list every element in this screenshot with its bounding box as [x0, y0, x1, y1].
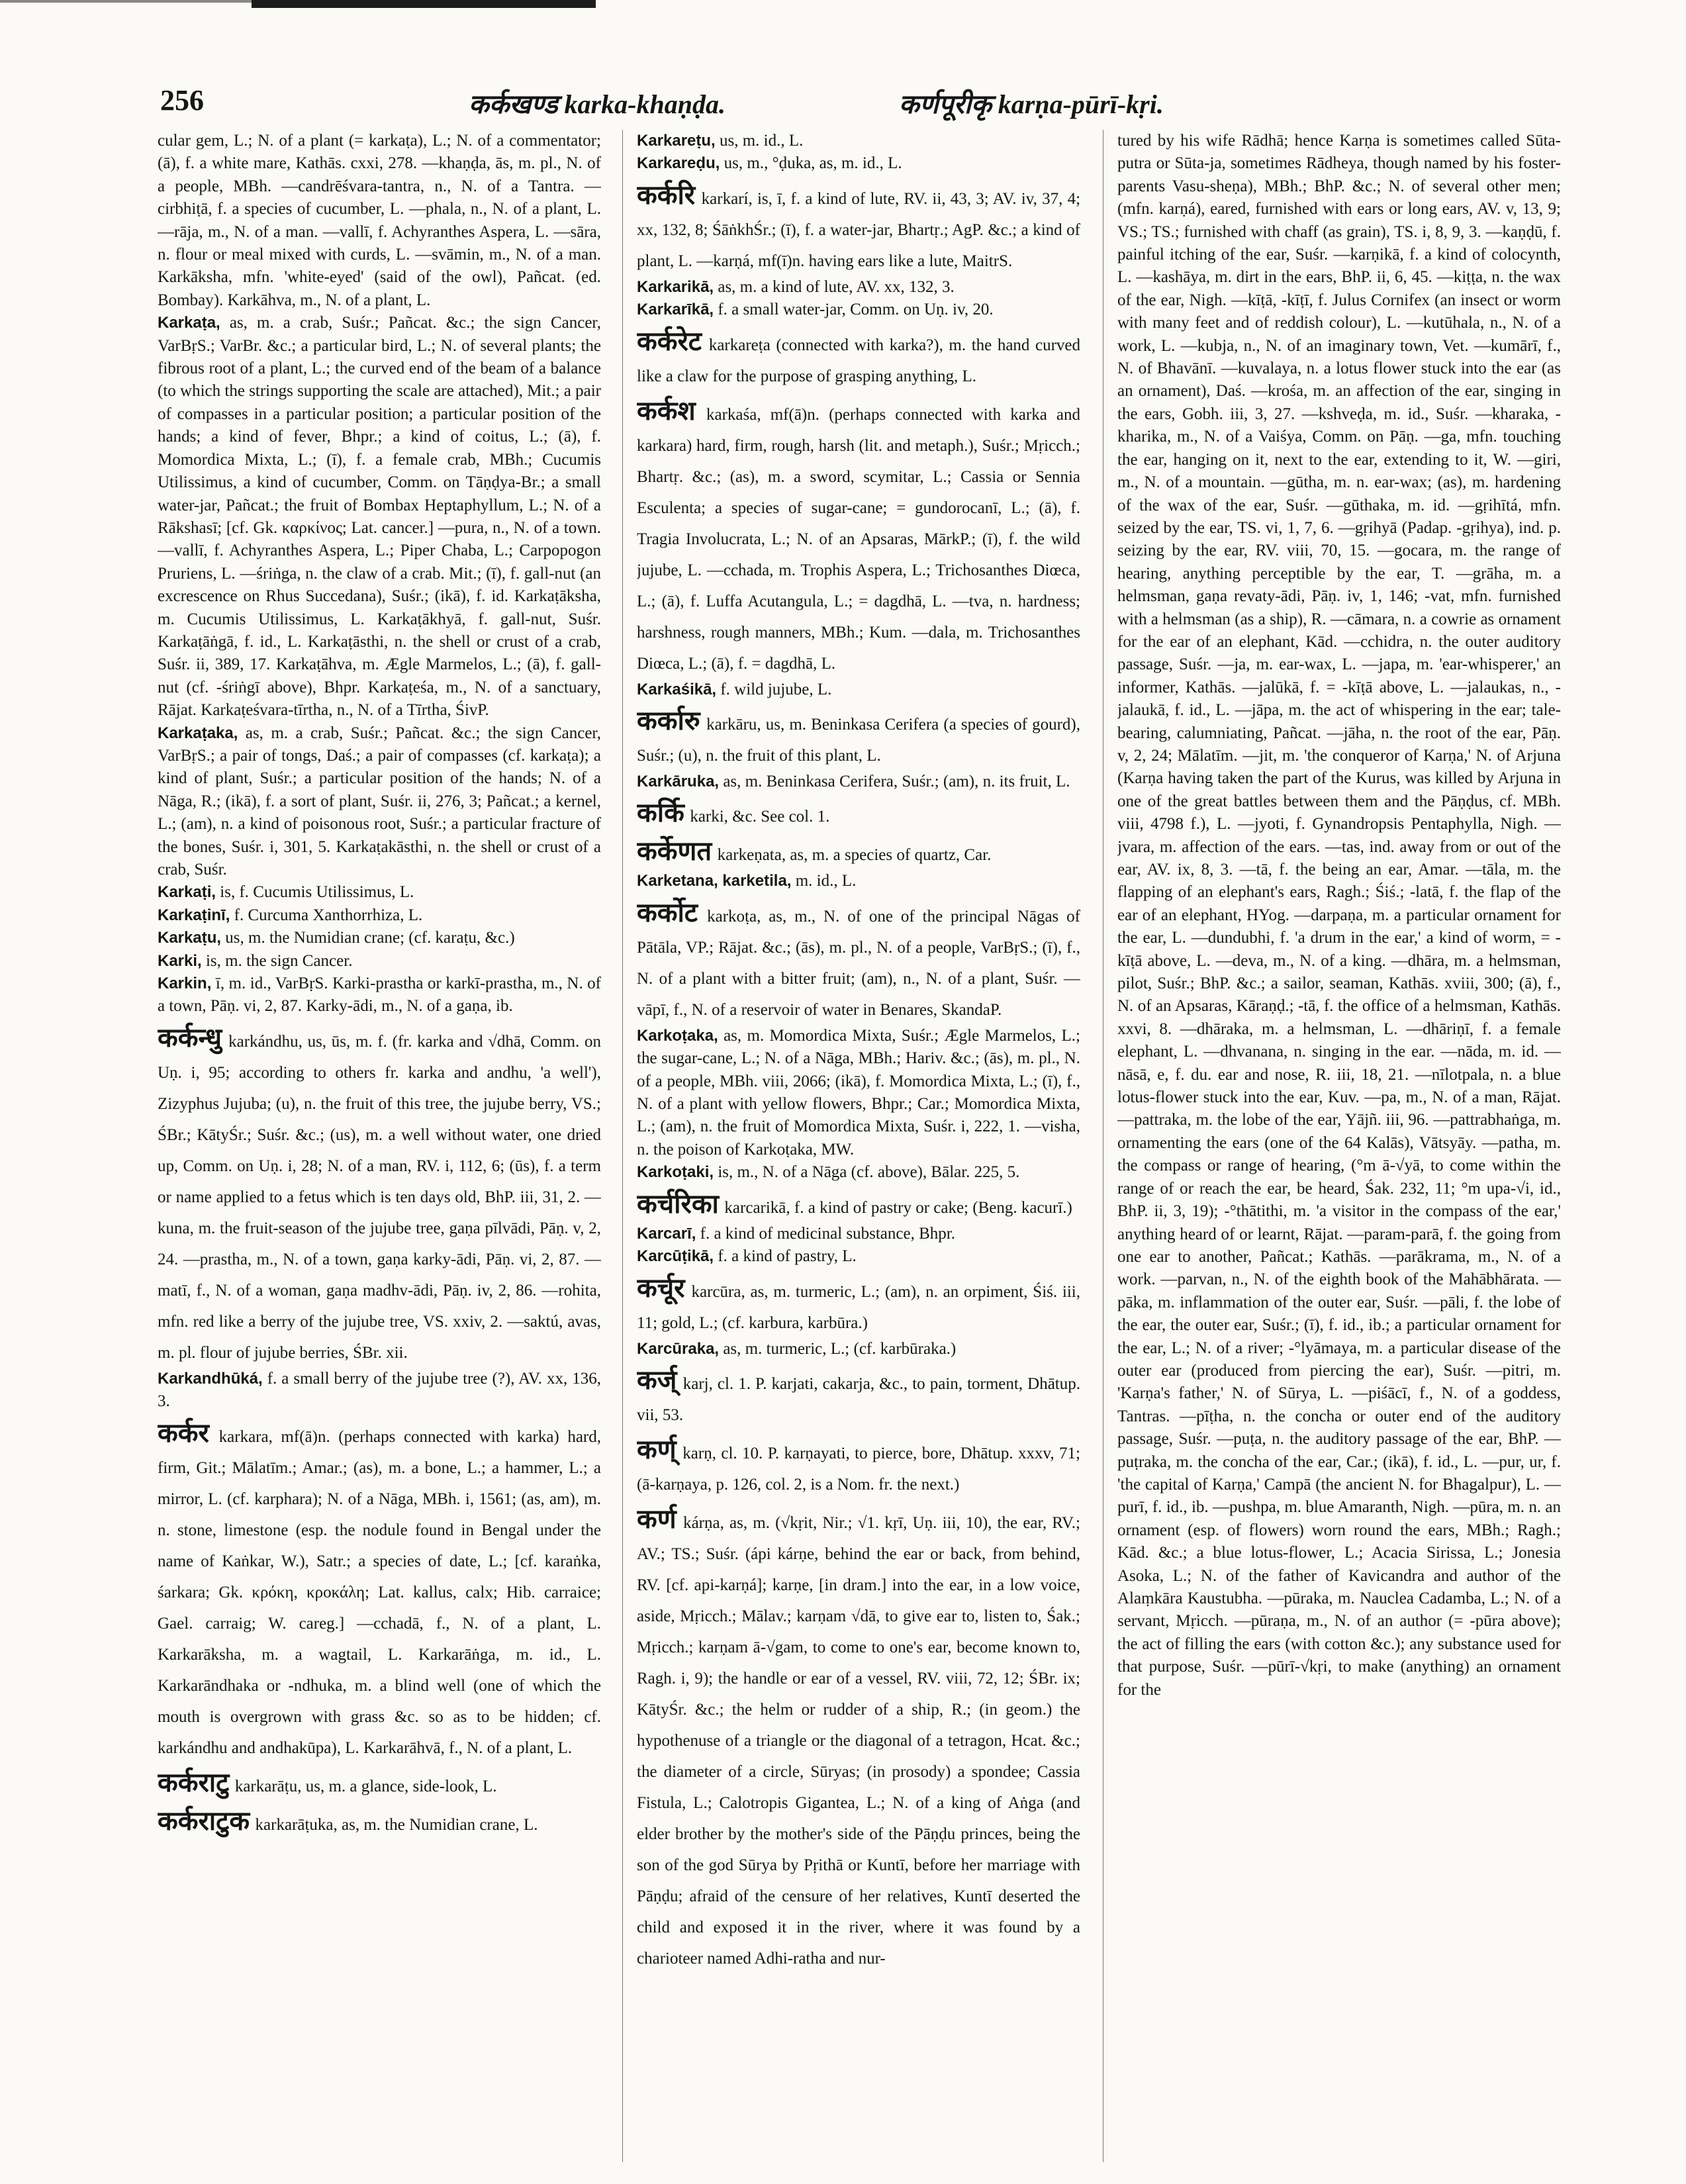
dictionary-entry — [637, 1025, 1080, 1161]
entry-text: ī, m. id., VarBṛS. Karki-prastha or karkī-prastha, m., N. of a town, Pāṇ. vi, 2, 87. Karky-ādi, m., N. of a gaṇa, ib. — [158, 974, 601, 1016]
entry-headword: Karkaṭaka, — [158, 724, 238, 742]
dictionary-entry — [158, 881, 601, 904]
entry-text: karkareṭa (connected with karka?), m. the hand curved like a claw for the purpose of grasping anything, L. — [637, 336, 1080, 385]
entry-headword: Karcarī, — [637, 1224, 696, 1243]
entry-headword: Karkaṭi, — [158, 883, 216, 902]
dictionary-entry — [637, 397, 1080, 679]
entry-text: karkándhu, us, ūs, m. f. (fr. karka and √dhā, Comm. on Uṇ. i, 95; according to others fr. karka and andhu, 'a well'), Zizyphus Jujuba; (u), n. the fruit of this tree, the jujube berry, VS.; ŚBr.; KātyŚr.; Suśr. &c.; (us), m. a well without water, one dried up, Comm. on Uṇ. i, 28; N. of a man, RV. i, 112, 6; (ūs), f. a term or name applied to a fetus which is ten days old, BhP. iii, 31, 2. —kuna, m. the fruit-season of the jujube tree, gaṇa pīlvādi, Pāṇ. v, 2, 24. —prastha, m., N. of a town, gaṇa karky-ādi, Pāṇ. vi, 2, 87. —matī, f., N. of a woman, gaṇa madhv-ādi, Pāṇ. iv, 2, 86. —rohita, mfn. red like a berry of the jujube tree, VS. xxiv, 2. —saktú, avas, m. pl. flour of jujube berries, ŚBr. xii. — [158, 1032, 601, 1362]
entry-text: f. a small water-jar, Comm. on Uṇ. iv, 20. — [718, 301, 994, 319]
entry-headword: कर्करेट — [637, 325, 702, 357]
entry-text: is, m., N. of a Nāga (cf. above), Bālar. 225, 5. — [718, 1163, 1020, 1182]
dictionary-entry — [637, 771, 1080, 793]
dictionary-entry — [637, 130, 1080, 152]
entry-text: cular gem, L.; N. of a plant (= karkaṭa), L.; N. of a commentator; (ā), f. a white mare, Kathās. cxxi, 278. —khaṇḍa, ās, m. pl., N. of a people, MBh. —candrēśvara-tantra, n., N. of a Tantra. —cirbhiṭā, f. a species of cucumber, L. —phala, n., N. of a plant, L. —rāja, m., N. of a man. —vallī, f. Achyranthes Aspera, L. —sāra, n. flour or meal mixed with curds, L. —svāmin, m., N. of a man. Karkāksha, mfn. 'white-eyed' (said of the owl), Pañcat. (ed. Bombay). Karkāhva, m., N. of a plant, L. — [158, 132, 601, 309]
dictionary-entry — [637, 299, 1080, 321]
dictionary-entry — [637, 1338, 1080, 1360]
dictionary-entry — [637, 798, 1080, 831]
dictionary-entry — [158, 722, 601, 882]
entry-text: karkoṭa, as, m., N. of one of the principal Nāgas of Pātāla, VP.; Rājat. &c.; (ās), m. pl., N. of a people, VarBṛS.; (ī), f., N. of a plant with a bitter fruit; (am), n., N. of a plant, Suśr. —vāpī, f., N. of a reservoir of water in Benares, SkandaP. — [637, 907, 1080, 1019]
entry-headword: Karcūṭikā, — [637, 1247, 714, 1266]
dictionary-entry — [1117, 130, 1561, 1701]
page-header — [158, 78, 1568, 124]
entry-text: f. a small berry of the jujube tree (?), AV. xx, 136, 3. — [158, 1369, 601, 1411]
dictionary-entry — [637, 706, 1080, 771]
entry-headword: कर्कराटुक — [158, 1805, 250, 1836]
entry-headword: Karkāruka, — [637, 773, 720, 791]
entry-headword: Karkaśikā, — [637, 680, 717, 698]
dictionary-entry — [637, 870, 1080, 892]
entry-text: f. a kind of medicinal substance, Bhpr. — [700, 1224, 955, 1243]
entry-headword: Karkaṭa, — [158, 314, 220, 332]
dictionary-entry — [637, 1366, 1080, 1430]
entry-text: f. Curcuma Xanthorrhiza, L. — [234, 906, 423, 924]
entry-headword: कर्कि — [637, 797, 684, 829]
dictionary-entry — [158, 1768, 601, 1801]
dictionary-entry — [637, 1435, 1080, 1499]
entry-text: karkarāṭuka, as, m. the Numidian crane, L. — [255, 1815, 538, 1834]
scan-edge-mark-dark — [252, 0, 596, 8]
entry-text: as, m. a kind of lute, AV. xx, 132, 3. — [718, 277, 955, 296]
entry-text: us, m. id., L. — [719, 132, 804, 150]
entry-text: karki, &c. See col. 1. — [690, 808, 830, 826]
entry-headword: Karkaṭu, — [158, 929, 222, 947]
column-rule — [622, 130, 623, 2162]
entry-headword: Karki, — [158, 951, 202, 970]
entry-headword: कर्कश — [637, 395, 696, 426]
entry-text: karkarāṭu, us, m. a glance, side-look, L. — [234, 1777, 497, 1795]
entry-text: as, m. Momordica Mixta, Suśr.; Ægle Marmelos, L.; the sugar-cane, L.; N. of a Nāga, MBh.; Hariv. &c.; (ās), m. pl., N. of a people, MBh. viii, 2066; (ikā), f. Momordica Mixta, L.; (ī), f., N. of a plant with yellow flowers, Bhpr.; Car.; Momordica Mixta, L.; (am), n. the fruit of Momordica Mixta, Suśr. i, 222, 1. —visha, n. the poison of Karkoṭaka, MW. — [637, 1026, 1080, 1159]
dictionary-entry — [637, 837, 1080, 870]
dictionary-entry — [637, 327, 1080, 391]
entry-headword: Karkarikā, — [637, 277, 714, 296]
dictionary-entry — [637, 898, 1080, 1025]
dictionary-entry — [158, 950, 601, 973]
entry-text: karkāru, us, m. Beninkasa Cerifera (a species of gourd), Suśr.; (u), n. the fruit of this plant, L. — [637, 716, 1080, 765]
entry-headword: Karkin, — [158, 974, 212, 993]
entry-headword: Karkandhūká, — [158, 1369, 263, 1388]
entry-headword: Karcūraka, — [637, 1339, 720, 1358]
entry-headword: कर्कन्धु — [158, 1021, 222, 1053]
entry-text: karkeṇata, as, m. a species of quartz, Car. — [717, 846, 992, 865]
entry-headword: Karkareḍu, — [637, 154, 720, 173]
entry-headword: कर्ज् — [637, 1364, 677, 1396]
entry-text: f. wild jujube, L. — [720, 680, 832, 698]
dictionary-entry — [637, 1505, 1080, 1973]
column-3 — [1117, 130, 1561, 2162]
entry-headword: कर्चरिका — [637, 1188, 719, 1219]
entry-text: as, m. a crab, Suśr.; Pañcat. &c.; the sign Cancer, VarBṛS.; VarBr. &c.; a particular bird, L.; N. of several plants; the fibrous root of a plant, L.; the curved end of the beam of a balance (to which the strings supporting the scale are attached), Mit.; a pair of compasses in a particular position; a particular position of the hands; a kind of fever, Bhpr.; a kind of coitus, L.; (ā), f. Momordica Mixta, L.; (ī), f. a female crab, MBh.; Cucumis Utilissimus, a kind of cucumber, Comm. on Tāṇḍya-Br.; a small water-jar, Pañcat.; the fruit of Bombax Heptaphyllum, L.; N. of a Rākshasī; [cf. Gk. καρκίνος; Lat. cancer.] —pura, n., N. of a town. —vallī, f. Achyranthes Aspera, L.; Piper Chaba, L.; Carpopogon Pruriens, L. —śriṅga, n. the claw of a crab. Mit.; (ī), f. gall-nut (an excrescence on Rhus Succedana), Suśr.; (ikā), f. id. Karkaṭāksha, m. Cucumis Utilissimus, L. Karkaṭākhyā, f. gall-nut, Suśr. Karkaṭāṅgā, f. id., L. Karkaṭāsthi, n. the shell or crust of a crab, Suśr. ii, 389, 17. Karkaṭāhva, m. Ægle Marmelos, L.; (ā), f. gall-nut (cf. -śriṅgī above), Bhpr. Karkaṭeśa, m., N. of a sanctuary, Rājat. Karkaṭeśvara-tīrtha, n., N. of a Tīrtha, ŚivP. — [158, 314, 601, 720]
entry-headword: Karkareṭu, — [637, 132, 716, 150]
entry-text: is, f. Cucumis Utilissimus, L. — [220, 883, 414, 902]
entry-headword: कर्ण् — [637, 1433, 677, 1465]
dictionary-entry — [158, 1368, 601, 1413]
entry-text: karkara, mf(ā)n. (perhaps connected with karka) hard, firm, Git.; Mālatīm.; Amar.; (as), m. a bone, L.; a hammer, L.; a mirror, L. (cf. karphara); N. of a Nāga, MBh. i, 1561; (as, am), m. n. stone, limestone (esp. the nodule found in Bengal under the name of Kaṅkar, W.), Satr.; a species of date, L.; [cf. karaṅka, śarkara; Gk. κρόκη, κροκάλη; Lat. kallus, calx; Hib. carraice; Gael. carraig; W. careg.] —cchadā, f., N. of a plant, L. Karkarāksha, m. a wagtail, L. Karkarāṅga, m. id., L. Karkarāndhaka or -ndhuka, m. a blind well (one of which the mouth is overgrown with grass &c. so as to be hidden; cf. karkándhu and andhakūpa), L. Karkarāhvā, f., N. of a plant, L. — [158, 1427, 601, 1757]
entry-text: karj, cl. 1. P. karjati, cakarja, &c., to pain, torment, Dhātup. vii, 53. — [637, 1374, 1080, 1424]
entry-text: karkaśa, mf(ā)n. (perhaps connected with karka and karkara) hard, firm, rough, harsh (lit. and metaph.), Suśr.; Mṛicch.; Bhartṛ. &c.; (as), m. a sword, scymitar, L.; Cassia or Sennia Esculenta; a species of sugar-cane; = gundorocanī, L.; (ā), f. Tragia Involucrata, L.; N. of an Apsaras, MārkP.; (ī), f. the wild jujube, L. —cchada, m. Trophis Aspera, L.; Trichosanthes Diœca, L.; (ā), f. Luffa Acutangula, L.; = dagdhā, L. —tva, n. hardness; harshness, rough manners, MBh.; Kum. —dala, m. Trichosanthes Diœca, L.; (ā), f. = dagdhā, L. — [637, 405, 1080, 673]
entry-text: f. a kind of pastry, L. — [718, 1247, 857, 1266]
dictionary-entry — [637, 679, 1080, 701]
dictionary-entry — [637, 276, 1080, 299]
entry-text: as, m. turmeric, L.; (cf. karbūraka.) — [723, 1339, 957, 1358]
running-head-right: कर्णपूरीकृ karṇa-pūrī-kṛi. — [899, 89, 1164, 119]
dictionary-entry — [637, 1161, 1080, 1184]
entry-text: kárṇa, as, m. (√kṛit, Nir.; √1. kṛī, Uṇ. iii, 10), the ear, RV.; AV.; TS.; Suśr. (ápi kárṇe, behind the ear or back, from behind, RV. [cf. api-karṇá]; karṇe, [in dram.] into the ear, in a low voice, aside, Mṛicch.; Mālav.; karṇam √dā, to give ear to, listen to, Śak.; Mṛicch.; karṇam ā-√gam, to come to one's ear, become known to, Ragh. i, 9); the handle or ear of a vessel, RV. viii, 72, 12; ŚBr. ix; KātyŚr. &c.; the helm or rudder of a ship, R.; (in geom.) the hypothenuse of a triangle or the diagonal of a tetragon, Hcat. &c.; the diameter of a circle, Sūryas; (in prosody) a spondee; Cassia Fistula, L.; Calotropis Gigantea, L.; N. of a king of Aṅga (and elder brother by the mother's side of the Pāṇḍu princes, being the son of the god Sūrya by Pṛithā or Kuntī, before her marriage with Pāṇḍu; afraid of the censure of her relatives, Kuntī deserted the child and exposed it in the river, where it was found by a charioteer named Adhi-ratha and nur- — [637, 1513, 1080, 1968]
entry-headword: कर्कर — [158, 1417, 209, 1448]
column-1 — [158, 130, 601, 2162]
entry-text: karkarí, is, ī, f. a kind of lute, RV. ii, 43, 3; AV. iv, 37, 4; xx, 132, 8; ŚāṅkhŚr.; (ī), f. a water-jar, Bhartṛ.; AgP. &c.; a kind of plant, L. —karṇá, mf(ī)n. having ears like a lute, MaitrS. — [637, 189, 1080, 270]
column-2 — [637, 130, 1080, 2162]
dictionary-entry — [158, 312, 601, 722]
dictionary-entry — [637, 152, 1080, 175]
entry-text: is, m. the sign Cancer. — [205, 951, 353, 970]
dictionary-entry — [158, 904, 601, 927]
entry-text: tured by his wife Rādhā; hence Karṇa is sometimes called Sūta-putra or Sūta-ja, sometimes Rādheya, though named by his foster-parents Vasu-sheṇa), MBh.; BhP. &c.; N. of several other men; (mfn. karṇá), eared, furnished with ears or long ears, AV. v, 13, 9; VS.; TS.; furnished with chaff (as grain), TS. i, 8, 9, 3. —kaṇḍū, f. painful itching of the ear, Suśr. —karṇikā, f. a kind of colocynth, L. —kashāya, m. dirt in the ears, BhP. ii, 6, 45. —kiṭṭa, n. the wax of the ear, Nigh. —kīṭā, -kīṭī, f. Julus Cornifex (an insect or worm with many feet and of reddish colour), L. —kutūhala, n., N. of a work, L. —kubja, n., N. of an imaginary town, Vet. —kumārī, f., N. of Bhavānī. —kuvalaya, n. a lotus flower stuck into the ear (as an ornament), Daś. —krośa, m. an affection of the ear, singing in the ears, Gobh. iii, 3, 27. —kshveḍa, m. id., Suśr. —kharaka, -kharika, m., N. of a Vaiśya, Comm. on Pāṇ. —ga, mfn. touching the ear, hanging on it, next to the ear, extending to it, W. —giri, m., N. of a mountain. —gūtha, m. n. ear-wax; (as), m. hardening of the wax of the ear, Suśr. —gūthaka, m. id. —gṛihītá, mfn. seized by the ear, TS. vi, 1, 7, 6. —gṛihyā (Padap. -gṛihya), ind. p. seizing by the ear, RV. viii, 70, 15. —gocara, m. the range of hearing, anything perceptible by the ear, T. —grāha, m. a helmsman, gaṇa revaty-ādi, Pāṇ. iv, 1, 146; -vat, mfn. furnished with a helmsman (as a ship), R. —cāmara, n. a cowrie as ornament for the ear of an elephant, Kād. —cchidra, n. the outer auditory passage, Suśr. —ja, m. ear-wax, L. —japa, m. 'ear-whisperer,' an informer, Kathās. —jalūkā, f. = -kīṭā above, L. —jalaukas, n., -jalaukā, f. id., L. —jāpa, m. the act of whispering in the ear; tale-bearing, calumniating, Pañcat. —jāha, n. the root of the ear, Pāṇ. v, 2, 24; Mālatīm. —jit, m. 'the conqueror of Karṇa,' N. of Arjuna (Karṇa having taken the part of the Kurus, was killed by Arjuna in one of the great battles between them and the Pāṇḍus, cf. MBh. viii, 4798 f.), L. —jyoti, f. Gynandropsis Pentaphylla, Nigh. —jvara, m. affection of the ears. —tas, ind. away from or out of the ear, AV. ix, 8, 3. —tā, f. the being an ear, Amar. —tāla, m. the flapping of an elephant's ears, Ragh.; Śiś.; -latā, f. the flap of the ear of an elephant, HYog. —darpaṇa, m. a particular ornament for the ear, L. —dundubhi, f. 'a drum in the ear,' a kind of worm, = -kīṭā above, L. —deva, m., N. of a king. —dhāra, m. a helmsman, pilot, Suśr.; BhP. &c.; a sailor, seaman, Kathās. xviii, 300; (ā), f., N. of an Apsaras, Kāraṇḍ.; -tā, f. the office of a helmsman, Kathās. xxvi, 8. —dhāraka, m. a helmsman, L. —dhāriṇī, f. a female elephant, L. —dhvanana, n. singing in the ear. —nāda, m. id. —nāsā, e, f. du. ear and nose, R. iii, 18, 21. —nīlotpala, n. a blue lotus-flower stuck into the ear, Kuv. —pa, m., N. of a man, Rājat. —pattraka, m. the lobe of the ear, Yājñ. iii, 96. —pattrabhaṅga, m. ornamenting the ears (one of the 64 Kalās), Vātsyāy. —patha, m. the compass or range of hearing, (°m ā-√yā, to come within the range of or reach the ear, be heard, Śak. 232, 11; °m upa-√i, id., BhP. ii, 3, 19); -°thātithi, m. 'a visitor in the compass of the ear,' anything heard of or learnt, Rājat. —param-parā, f. the going from one ear to another, Pañcat.; Kathās. —parākrama, m., N. of a work. —parvan, n., N. of the eighth book of the Mahābhārata. —pāka, m. inflammation of the outer ear, Suśr. —pāli, f. the lobe of the ear, the outer ear, Suśr.; (ī), f. id., ib.; a particular ornament for the ear, L.; N. of a river; -°lyāmaya, m. a particular disease of the outer ear (produced from piercing the ear), Suśr. —pitri, m. 'Karṇa's father,' N. of Sūrya, L. —piśācī, f., N. of a goddess, Tantras. —pīṭha, n. the concha or outer end of the auditory passage, Suśr. —puṭa, n. the auditory passage of the ear, BhP. —puṭraka, m. the concha of the ear, Car.; (ikā), f. id., L. —pur, ur, f. 'the capital of Karṇa,' Campā (the ancient N. for Bhagalpur), L. —purī, f. id., ib. —pushpa, m. blue Amaranth, Nigh. —pūra, m. n. an ornament (esp. of flowers) worn round the ears, MBh.; Ragh.; Kād. &c.; a blue lotus-flower, L.; Acacia Sirissa, L.; Jonesia Asoka, L.; N. of the father of Kavicandra and author of the Alaṃkāra Kaustubha. —pūraka, m. Nauclea Cadamba, L.; N. of a servant, Mṛicch. —pūraṇa, m., N. of an author (= -pūra above); the act of filling the ears (with cotton &c.); any substance used for that purpose, Suśr. —pūrī-√kṛi, to make (anything) an ornament for the — [1117, 132, 1561, 1699]
entry-headword: Karkoṭaka, — [637, 1026, 718, 1045]
entry-headword: Karketana, karketila, — [637, 872, 792, 890]
entry-text: us, m. the Numidian crane; (cf. karaṭu, &c.) — [225, 929, 515, 947]
entry-headword: कर्केणत — [637, 835, 712, 867]
entry-text: karṇ, cl. 10. P. karṇayati, to pierce, bore, Dhātup. xxxv, 71; (ā-karṇaya, p. 126, col. 2, is a Nom. fr. the next.) — [637, 1444, 1080, 1494]
entry-text: as, m. Beninkasa Cerifera, Suśr.; (am), n. its fruit, L. — [723, 773, 1070, 791]
entry-headword: कर्कराटु — [158, 1766, 230, 1798]
dictionary-entry — [158, 927, 601, 949]
entry-headword: Karkaṭinī, — [158, 906, 230, 924]
dictionary-entry — [158, 1023, 601, 1368]
entry-headword: कर्करि — [637, 179, 696, 211]
entry-headword: कर्कारु — [637, 705, 700, 737]
entry-headword: कर्चूर — [637, 1272, 685, 1304]
dictionary-entry — [637, 1190, 1080, 1223]
entry-text: m. id., L. — [795, 872, 857, 890]
dictionary-columns — [158, 130, 1568, 2162]
entry-headword: कर्कोट — [637, 896, 698, 928]
dictionary-entry — [158, 130, 601, 312]
running-head-left: कर्कखण्ड karka-khaṇḍa. — [469, 89, 726, 119]
entry-headword: कर्ण — [637, 1503, 677, 1535]
dictionary-entry — [637, 181, 1080, 276]
page-number: 256 — [160, 84, 204, 117]
entry-text: us, m., °ḍuka, as, m. id., L. — [724, 154, 902, 173]
dictionary-entry — [158, 973, 601, 1018]
dictionary-entry — [158, 1807, 601, 1840]
entry-text: karcūra, as, m. turmeric, L.; (am), n. an orpiment, Śiś. iii, 11; gold, L.; (cf. karbura, karbūra.) — [637, 1282, 1080, 1332]
dictionary-entry — [158, 1419, 601, 1763]
dictionary-entry — [637, 1274, 1080, 1338]
entry-text: karcarikā, f. a kind of pastry or cake; (Beng. kacurī.) — [724, 1198, 1072, 1217]
dictionary-entry — [637, 1245, 1080, 1268]
entry-headword: Karkoṭaki, — [637, 1163, 714, 1182]
entry-text: as, m. a crab, Suśr.; Pañcat. &c.; the sign Cancer, VarBṛS.; a pair of tongs, Daś.; a pair of compasses (cf. karkaṭa); a kind of plant, Suśr.; a particular position of the hands; N. of a Nāga, R.; (ikā), f. a sort of plant, Suśr. ii, 276, 3; Pañcat.; a kernel, L.; (am), n. a kind of poisonous root, Suśr.; a particular fracture of the bones, Suśr. i, 301, 5. Karkaṭakāsthi, n. the shell or crust of a crab, Suśr. — [158, 724, 601, 878]
dictionary-entry — [637, 1223, 1080, 1245]
scan-edge-mark — [0, 0, 252, 3]
entry-headword: Karkarīkā, — [637, 301, 714, 319]
